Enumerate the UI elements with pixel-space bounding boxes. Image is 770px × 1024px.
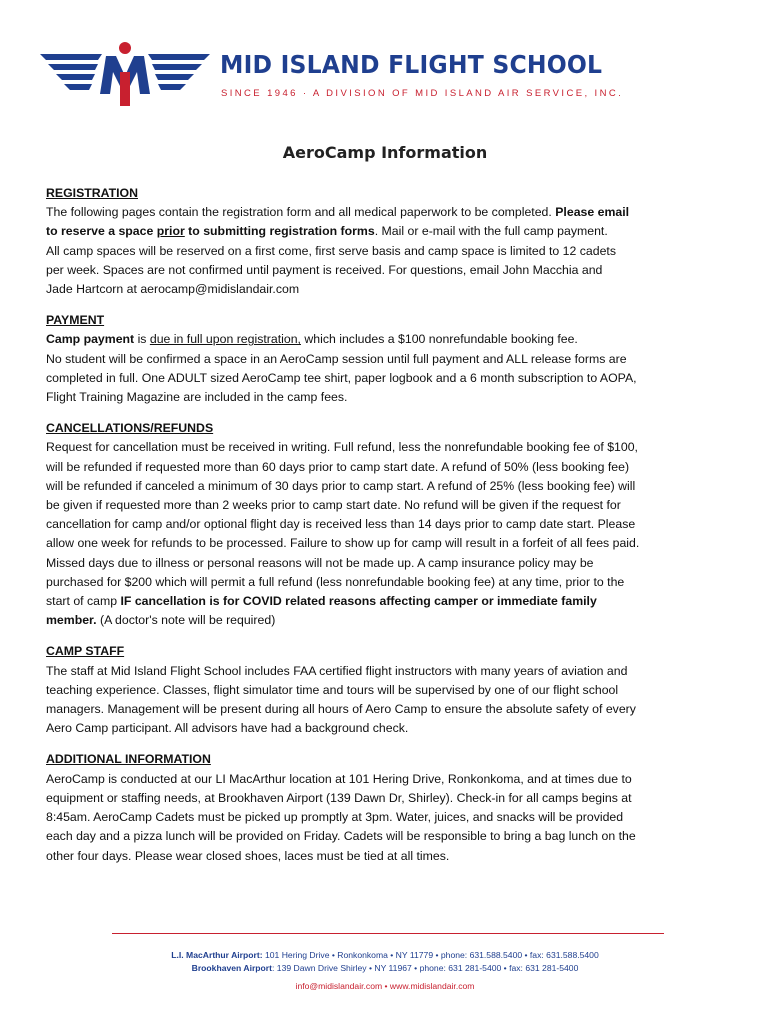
text-run-bold: Please email (555, 205, 630, 220)
registration-line: Jade Hartcorn at aerocamp@midislandair.com (46, 282, 300, 297)
page-title: AeroCamp Information (282, 143, 488, 162)
text-run: is (134, 332, 150, 347)
text-run: start of camp (46, 594, 121, 609)
text-run: . Mail or e-mail with the full camp payment. (374, 224, 608, 239)
text-run: which includes a $100 nonrefundable booking fee. (300, 332, 578, 347)
cancellations-line: will be refunded if canceled a minimum of 30 days prior to camp start. A refund of 25% (less booking fee) will (46, 478, 636, 493)
registration-line: per week. Spaces are not confirmed until payment is received. For questions, email John Macchia and (46, 262, 603, 277)
right-wing-icon (148, 54, 210, 90)
additional-line: AeroCamp is conducted at our LI MacArthur location at 101 Hering Drive, Ronkonkoma, and at times due to (46, 771, 632, 786)
registration-section (46, 184, 726, 299)
logo-i-icon (120, 72, 130, 106)
footer-label: L.I. MacArthur Airport: (171, 950, 263, 960)
cancellations-line: Request for cancellation must be received in writing. Full refund, less the nonrefundable booking fee of $100, (46, 440, 638, 455)
text-run: (A doctor's note will be required) (96, 613, 276, 628)
registration-line (46, 203, 726, 222)
brand-name: MID ISLAND FLIGHT SCHOOL (220, 50, 603, 79)
footer-label: Brookhaven Airport (191, 963, 273, 973)
payment-line: No student will be confirmed a space in an AeroCamp session until full payment and ALL release forms are (46, 351, 627, 366)
cancellations-section (46, 419, 726, 630)
payment-line (46, 330, 726, 349)
cancellations-line: purchased for $200 which will permit a full refund (less nonrefundable booking fee) at any time, prior to the (46, 574, 625, 589)
additional-line: other four days. Please wear closed shoes, laces must be tied at all times. (46, 848, 450, 863)
text-run-bold: to reserve a space (46, 224, 157, 239)
cancellations-line: cancellation for camp and/or optional flight day is received less than 14 days prior to camp date start. Please (46, 517, 636, 532)
staff-section (46, 642, 726, 738)
footer-text: 101 Hering Drive • Ronkonkoma • NY 11779 • phone: 631.588.5400 • fax: 631.588.5400 (262, 950, 599, 960)
staff-line: The staff at Mid Island Flight School includes FAA certified flight instructors with many years of aviation and (46, 663, 628, 678)
staff-line: managers. Management will be present during all hours of Aero Camp to ensure the absolute safety of every (46, 702, 636, 717)
staff-heading: CAMP STAFF (46, 644, 125, 659)
footer-divider (112, 933, 664, 934)
footer-text: : 139 Dawn Drive Shirley • NY 11967 • phone: 631 281-5400 • fax: 631 281-5400 (272, 963, 579, 973)
payment-heading: PAYMENT (46, 313, 105, 328)
payment-line: Flight Training Magazine are included in the camp fees. (46, 390, 348, 405)
footer-contact-links[interactable]: info@midislandair.com • www.midislandair.com (295, 981, 475, 991)
brand-tagline: SINCE 1946 · A DIVISION OF MID ISLAND AIR SERVICE, INC. (221, 88, 624, 99)
cancellations-line: Missed days due to illness or personal reasons will not be made up. A camp insurance policy may be (46, 555, 594, 570)
text-run-bold-underline: prior (156, 224, 185, 239)
text-run-bold: Camp payment (46, 332, 135, 347)
cancellations-line (46, 592, 726, 611)
additional-line: each day and a pizza lunch will be provided on Friday. Cadets will be responsible to bring a bag lunch on the (46, 829, 636, 844)
additional-section (46, 750, 726, 865)
additional-line: 8:45am. AeroCamp Cadets must be picked up promptly at 3pm. Water, juices, and snacks will be provided (46, 810, 624, 825)
cancellations-heading: CANCELLATIONS/REFUNDS (46, 421, 214, 436)
text-run: The following pages contain the registration form and all medical paperwork to be completed. (46, 205, 556, 220)
registration-line: All camp spaces will be reserved on a first come, first serve basis and camp space is limited to 12 cadets (46, 243, 616, 258)
payment-section (46, 311, 726, 407)
footer-brookhaven-address (0, 963, 770, 973)
registration-heading: REGISTRATION (46, 186, 138, 200)
text-run-bold: IF cancellation is for COVID related reasons affecting camper or immediate family (120, 594, 597, 609)
text-run-bold: member. (46, 613, 97, 628)
left-wing-icon (40, 54, 102, 90)
cancellations-line: allow one week for refunds to be processed. Failure to show up for camp will result in a forfeit of all fees paid. (46, 536, 640, 551)
cancellations-line: will be refunded if requested more than 60 days prior to camp start date. A refund of 50% (less booking fee) (46, 459, 630, 474)
payment-line: completed in full. One ADULT sized AeroCamp tee shirt, paper logbook and a 6 month subscription to AOPA, (46, 370, 637, 385)
footer-macarthur-address (0, 950, 770, 960)
additional-heading: ADDITIONAL INFORMATION (46, 752, 211, 767)
text-run-bold: to submitting registration forms (184, 224, 375, 239)
registration-line (46, 222, 726, 241)
cancellations-line: be given if requested more than 2 weeks prior to camp start date. No refund will be given if the request for (46, 498, 621, 513)
cancellations-line (46, 611, 726, 630)
document-body (46, 184, 726, 878)
logo-dot-icon (119, 42, 131, 54)
text-run-underline: due in full upon registration, (149, 332, 301, 347)
staff-line: teaching experience. Classes, flight simulator time and tours will be supervised by one of our flight school (46, 682, 619, 697)
additional-line: equipment or staffing needs, at Brookhaven Airport (139 Dawn Dr, Shirley). Check-in for all camps begins at (46, 790, 632, 805)
winged-mi-logo-icon (40, 42, 210, 106)
staff-line: Aero Camp participant. All advisors have had a background check. (46, 721, 409, 736)
